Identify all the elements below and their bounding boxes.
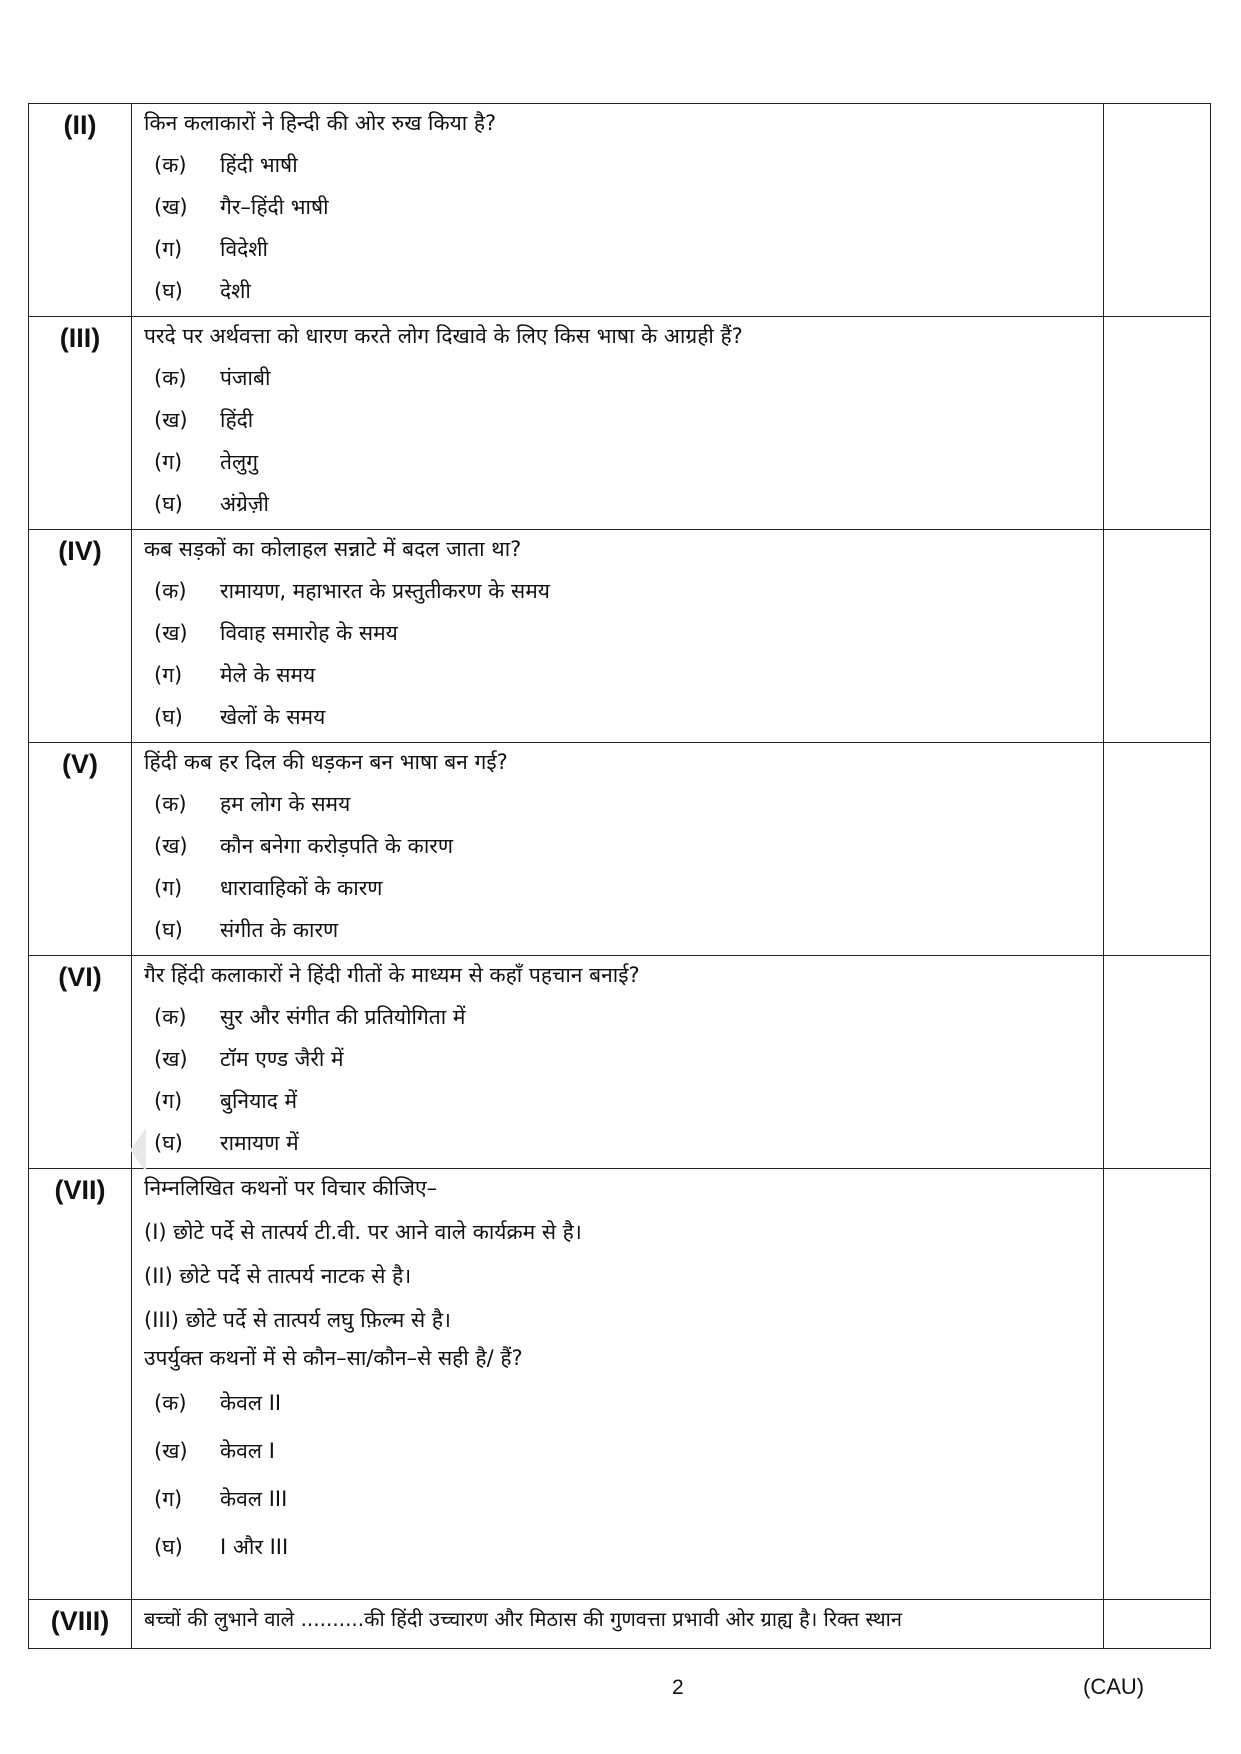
option — [144, 357, 1095, 399]
marks-cell — [1104, 104, 1211, 317]
option-label: (घ) — [154, 918, 183, 942]
option-label: (घ) — [154, 705, 183, 729]
option — [144, 483, 1095, 525]
option-text: केवल III — [220, 1487, 288, 1511]
option-label: (ख) — [154, 1439, 188, 1463]
option — [144, 228, 1095, 270]
option-text: हम लोग के समय — [220, 792, 351, 816]
option — [144, 399, 1095, 441]
option — [144, 144, 1095, 186]
option-label: (ग) — [154, 1089, 183, 1113]
option-label: (ख) — [154, 1047, 188, 1071]
option-label: (क) — [154, 579, 187, 603]
option-text: सुर और संगीत की प्रतियोगिता में — [220, 1005, 466, 1029]
option-label: (क) — [154, 1391, 187, 1415]
option-text: खेलों के समय — [220, 705, 326, 729]
marks-cell — [1104, 956, 1211, 1169]
option — [144, 996, 1095, 1038]
option — [144, 1475, 1095, 1523]
option-text: हिंदी भाषी — [220, 153, 298, 177]
question-prompt: उपर्युक्त कथनों में से कौन–सा/कौन–से सही है/ हैं? — [144, 1346, 523, 1370]
option-label: (ग) — [154, 237, 183, 261]
question-row-vi — [29, 956, 1211, 1169]
question-text: गैर हिंदी कलाकारों ने हिंदी गीतों के माध्यम से कहाँ पहचान बनाई? — [144, 963, 640, 987]
option-text: केवल II — [220, 1391, 282, 1415]
question-row-vii — [29, 1169, 1211, 1600]
option-text: अंग्रेज़ी — [220, 492, 269, 516]
option-label: (घ) — [154, 492, 183, 516]
option-text: हिंदी — [220, 408, 254, 432]
option-text: मेले के समय — [220, 663, 316, 687]
option-text: गैर–हिंदी भाषी — [220, 195, 329, 219]
question-body — [132, 956, 1104, 1169]
option-text: विवाह समारोह के समय — [220, 621, 398, 645]
question-number: (V) — [29, 743, 132, 956]
option — [144, 1523, 1095, 1571]
option-text: संगीत के कारण — [220, 918, 339, 942]
option — [144, 654, 1095, 696]
statement: (III) छोटे पर्दे से तात्पर्य लघु फ़िल्म से है। — [144, 1308, 451, 1332]
statement: (II) छोटे पर्दे से तात्पर्य नाटक से है। — [144, 1264, 412, 1288]
option-text: कौन बनेगा करोड़पति के कारण — [220, 834, 454, 858]
option — [144, 612, 1095, 654]
option — [144, 696, 1095, 738]
option-text: I और III — [220, 1535, 289, 1559]
option-label: (ख) — [154, 621, 188, 645]
option — [144, 1427, 1095, 1475]
question-body — [132, 104, 1104, 317]
option-label: (घ) — [154, 279, 183, 303]
option-text: देशी — [220, 279, 251, 303]
option — [144, 909, 1095, 951]
question-number: (III) — [29, 317, 132, 530]
option — [144, 1080, 1095, 1122]
marks-cell — [1104, 1169, 1211, 1600]
option — [144, 825, 1095, 867]
option — [144, 1122, 1095, 1164]
option-text: रामायण, महाभारत के प्रस्तुतीकरण के समय — [220, 579, 550, 603]
option — [144, 570, 1095, 612]
option-text: विदेशी — [220, 237, 268, 261]
option-label: (क) — [154, 1005, 187, 1029]
statement: (I) छोटे पर्दे से तात्पर्य टी.वी. पर आने वाले कार्यक्रम से है। — [144, 1220, 582, 1244]
option-label: (ख) — [154, 408, 188, 432]
option-text: रामायण में — [220, 1131, 299, 1155]
option-label: (घ) — [154, 1535, 183, 1559]
marks-cell — [1104, 1600, 1211, 1649]
option — [144, 1038, 1095, 1080]
question-number: (VII) — [29, 1169, 132, 1600]
option-text: बुनियाद में — [220, 1089, 298, 1113]
option-label: (ग) — [154, 663, 183, 687]
page-number: 2 — [672, 1676, 684, 1699]
question-body — [132, 530, 1104, 743]
option-label: (ग) — [154, 450, 183, 474]
question-text: बच्चों की लुभाने वाले ..........की हिंदी उच्चारण और मिठास की गुणवत्ता प्रभावी ओर ग्राह्य है। रिक्त स्थान — [144, 1607, 902, 1631]
option — [144, 783, 1095, 825]
question-row-iii — [29, 317, 1211, 530]
question-text: कब सड़कों का कोलाहल सन्नाटे में बदल जाता था? — [144, 537, 522, 561]
question-body — [132, 1600, 1104, 1649]
option-text: टॉम एण्ड जैरी में — [220, 1047, 344, 1071]
option — [144, 441, 1095, 483]
question-row-viii — [29, 1600, 1211, 1649]
option-text: धारावाहिकों के कारण — [220, 876, 383, 900]
option-label: (क) — [154, 153, 187, 177]
option-text: पंजाबी — [220, 366, 271, 390]
question-text: परदे पर अर्थवत्ता को धारण करते लोग दिखावे के लिए किस भाषा के आग्रही हैं? — [144, 324, 743, 348]
question-number: (VIII) — [29, 1600, 132, 1649]
option — [144, 867, 1095, 909]
question-row-ii — [29, 104, 1211, 317]
option-label: (क) — [154, 792, 187, 816]
question-text: हिंदी कब हर दिल की धड़कन बन भाषा बन गई? — [144, 750, 508, 774]
option-label: (ग) — [154, 1487, 183, 1511]
option-label: (ग) — [154, 876, 183, 900]
option-label: (ख) — [154, 195, 188, 219]
option — [144, 186, 1095, 228]
option-text: केवल I — [220, 1439, 275, 1463]
option-label: (ख) — [154, 834, 188, 858]
option — [144, 1379, 1095, 1427]
marks-cell — [1104, 743, 1211, 956]
question-number: (IV) — [29, 530, 132, 743]
question-row-iv — [29, 530, 1211, 743]
question-body — [132, 1169, 1104, 1600]
question-number: (VI) — [29, 956, 132, 1169]
option-label: (घ) — [154, 1131, 183, 1155]
option-label: (क) — [154, 366, 187, 390]
question-table — [28, 103, 1211, 1649]
option — [144, 270, 1095, 312]
question-text: किन कलाकारों ने हिन्दी की ओर रुख किया है? — [144, 111, 497, 135]
paper-code: (CAU) — [1083, 1674, 1145, 1699]
option-text: तेलुगु — [220, 450, 259, 474]
question-body — [132, 743, 1104, 956]
marks-cell — [1104, 317, 1211, 530]
marks-cell — [1104, 530, 1211, 743]
question-number: (II) — [29, 104, 132, 317]
watermark-mark — [130, 1128, 146, 1172]
question-row-v — [29, 743, 1211, 956]
question-text: निम्नलिखित कथनों पर विचार कीजिए– — [144, 1176, 438, 1200]
question-body — [132, 317, 1104, 530]
